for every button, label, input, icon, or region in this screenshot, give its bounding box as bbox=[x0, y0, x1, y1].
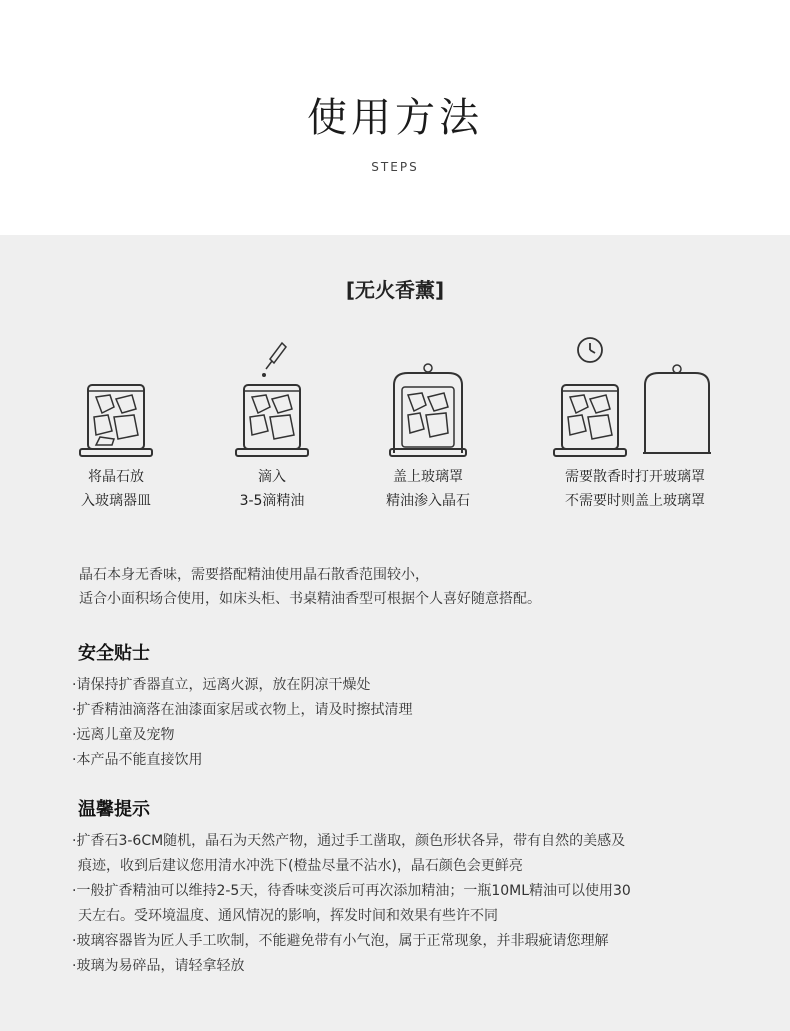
description-line-1: 晶石本身无香味，需要搭配精油使用晶石散香范围较小， bbox=[79, 567, 429, 583]
step-3-line1: 盖上玻璃罩 bbox=[393, 469, 463, 485]
safety-heading: 安全贴士 bbox=[78, 643, 150, 664]
dropper-glass-icon bbox=[222, 335, 322, 465]
tips-list bbox=[72, 829, 752, 979]
step-3 bbox=[338, 355, 518, 513]
safety-list bbox=[72, 673, 752, 773]
list-item: ·远离儿童及宠物 bbox=[72, 727, 175, 743]
page-title: 使用方法 bbox=[307, 95, 483, 141]
crystal-glass-icon bbox=[66, 355, 166, 465]
list-item: ·玻璃为易碎品，请轻拿轻放 bbox=[72, 958, 245, 974]
step-4-line1: 需要散香时打开玻璃罩 bbox=[565, 469, 705, 485]
list-item: 痕迹，收到后建议您用清水冲洗下(橙盐尽量不沾水)，晶石颜色会更鲜亮 bbox=[78, 858, 523, 874]
list-item: ·扩香精油滴落在油漆面家居或衣物上，请及时擦拭清理 bbox=[72, 702, 413, 718]
list-item: ·玻璃容器皆为匠人手工吹制，不能避免带有小气泡，属于正常现象，并非瑕疵请您理解 bbox=[72, 933, 609, 949]
section-title: [无火香薰] bbox=[345, 278, 445, 302]
list-item: ·本产品不能直接饮用 bbox=[72, 752, 203, 768]
description bbox=[79, 563, 739, 611]
step-1 bbox=[26, 355, 206, 513]
covered-glass-icon bbox=[378, 355, 478, 465]
list-item: ·一般扩香精油可以维持2-5天，待香味变淡后可再次添加精油；一瓶10ML精油可以使用30 bbox=[72, 883, 631, 899]
description-line-2: 适合小面积场合使用，如床头柜、书桌精油香型可根据个人喜好随意搭配。 bbox=[79, 591, 541, 607]
header bbox=[0, 0, 790, 235]
instructions-panel bbox=[0, 235, 790, 1031]
step-3-line2: 精油渗入晶石 bbox=[386, 493, 470, 509]
page-subtitle: STEPS bbox=[371, 160, 419, 174]
step-2 bbox=[182, 335, 362, 513]
step-1-line2: 入玻璃器皿 bbox=[81, 493, 151, 509]
list-item: ·扩香石3-6CM随机，晶石为天然产物，通过手工凿取，颜色形状各异，带有自然的美感及 bbox=[72, 833, 626, 849]
clock-glass-dome-icon bbox=[545, 335, 725, 465]
step-4-line2: 不需要时则盖上玻璃罩 bbox=[565, 493, 705, 509]
list-item: ·请保持扩香器直立，远离火源，放在阴凉干燥处 bbox=[72, 677, 371, 693]
step-4 bbox=[540, 335, 730, 513]
step-2-line2: 3-5滴精油 bbox=[239, 493, 305, 509]
list-item: 天左右。受环境温度、通风情况的影响，挥发时间和效果有些许不同 bbox=[78, 908, 498, 924]
step-2-line1: 滴入 bbox=[258, 469, 286, 485]
step-1-line1: 将晶石放 bbox=[88, 469, 144, 485]
tips-heading: 温馨提示 bbox=[78, 799, 150, 820]
